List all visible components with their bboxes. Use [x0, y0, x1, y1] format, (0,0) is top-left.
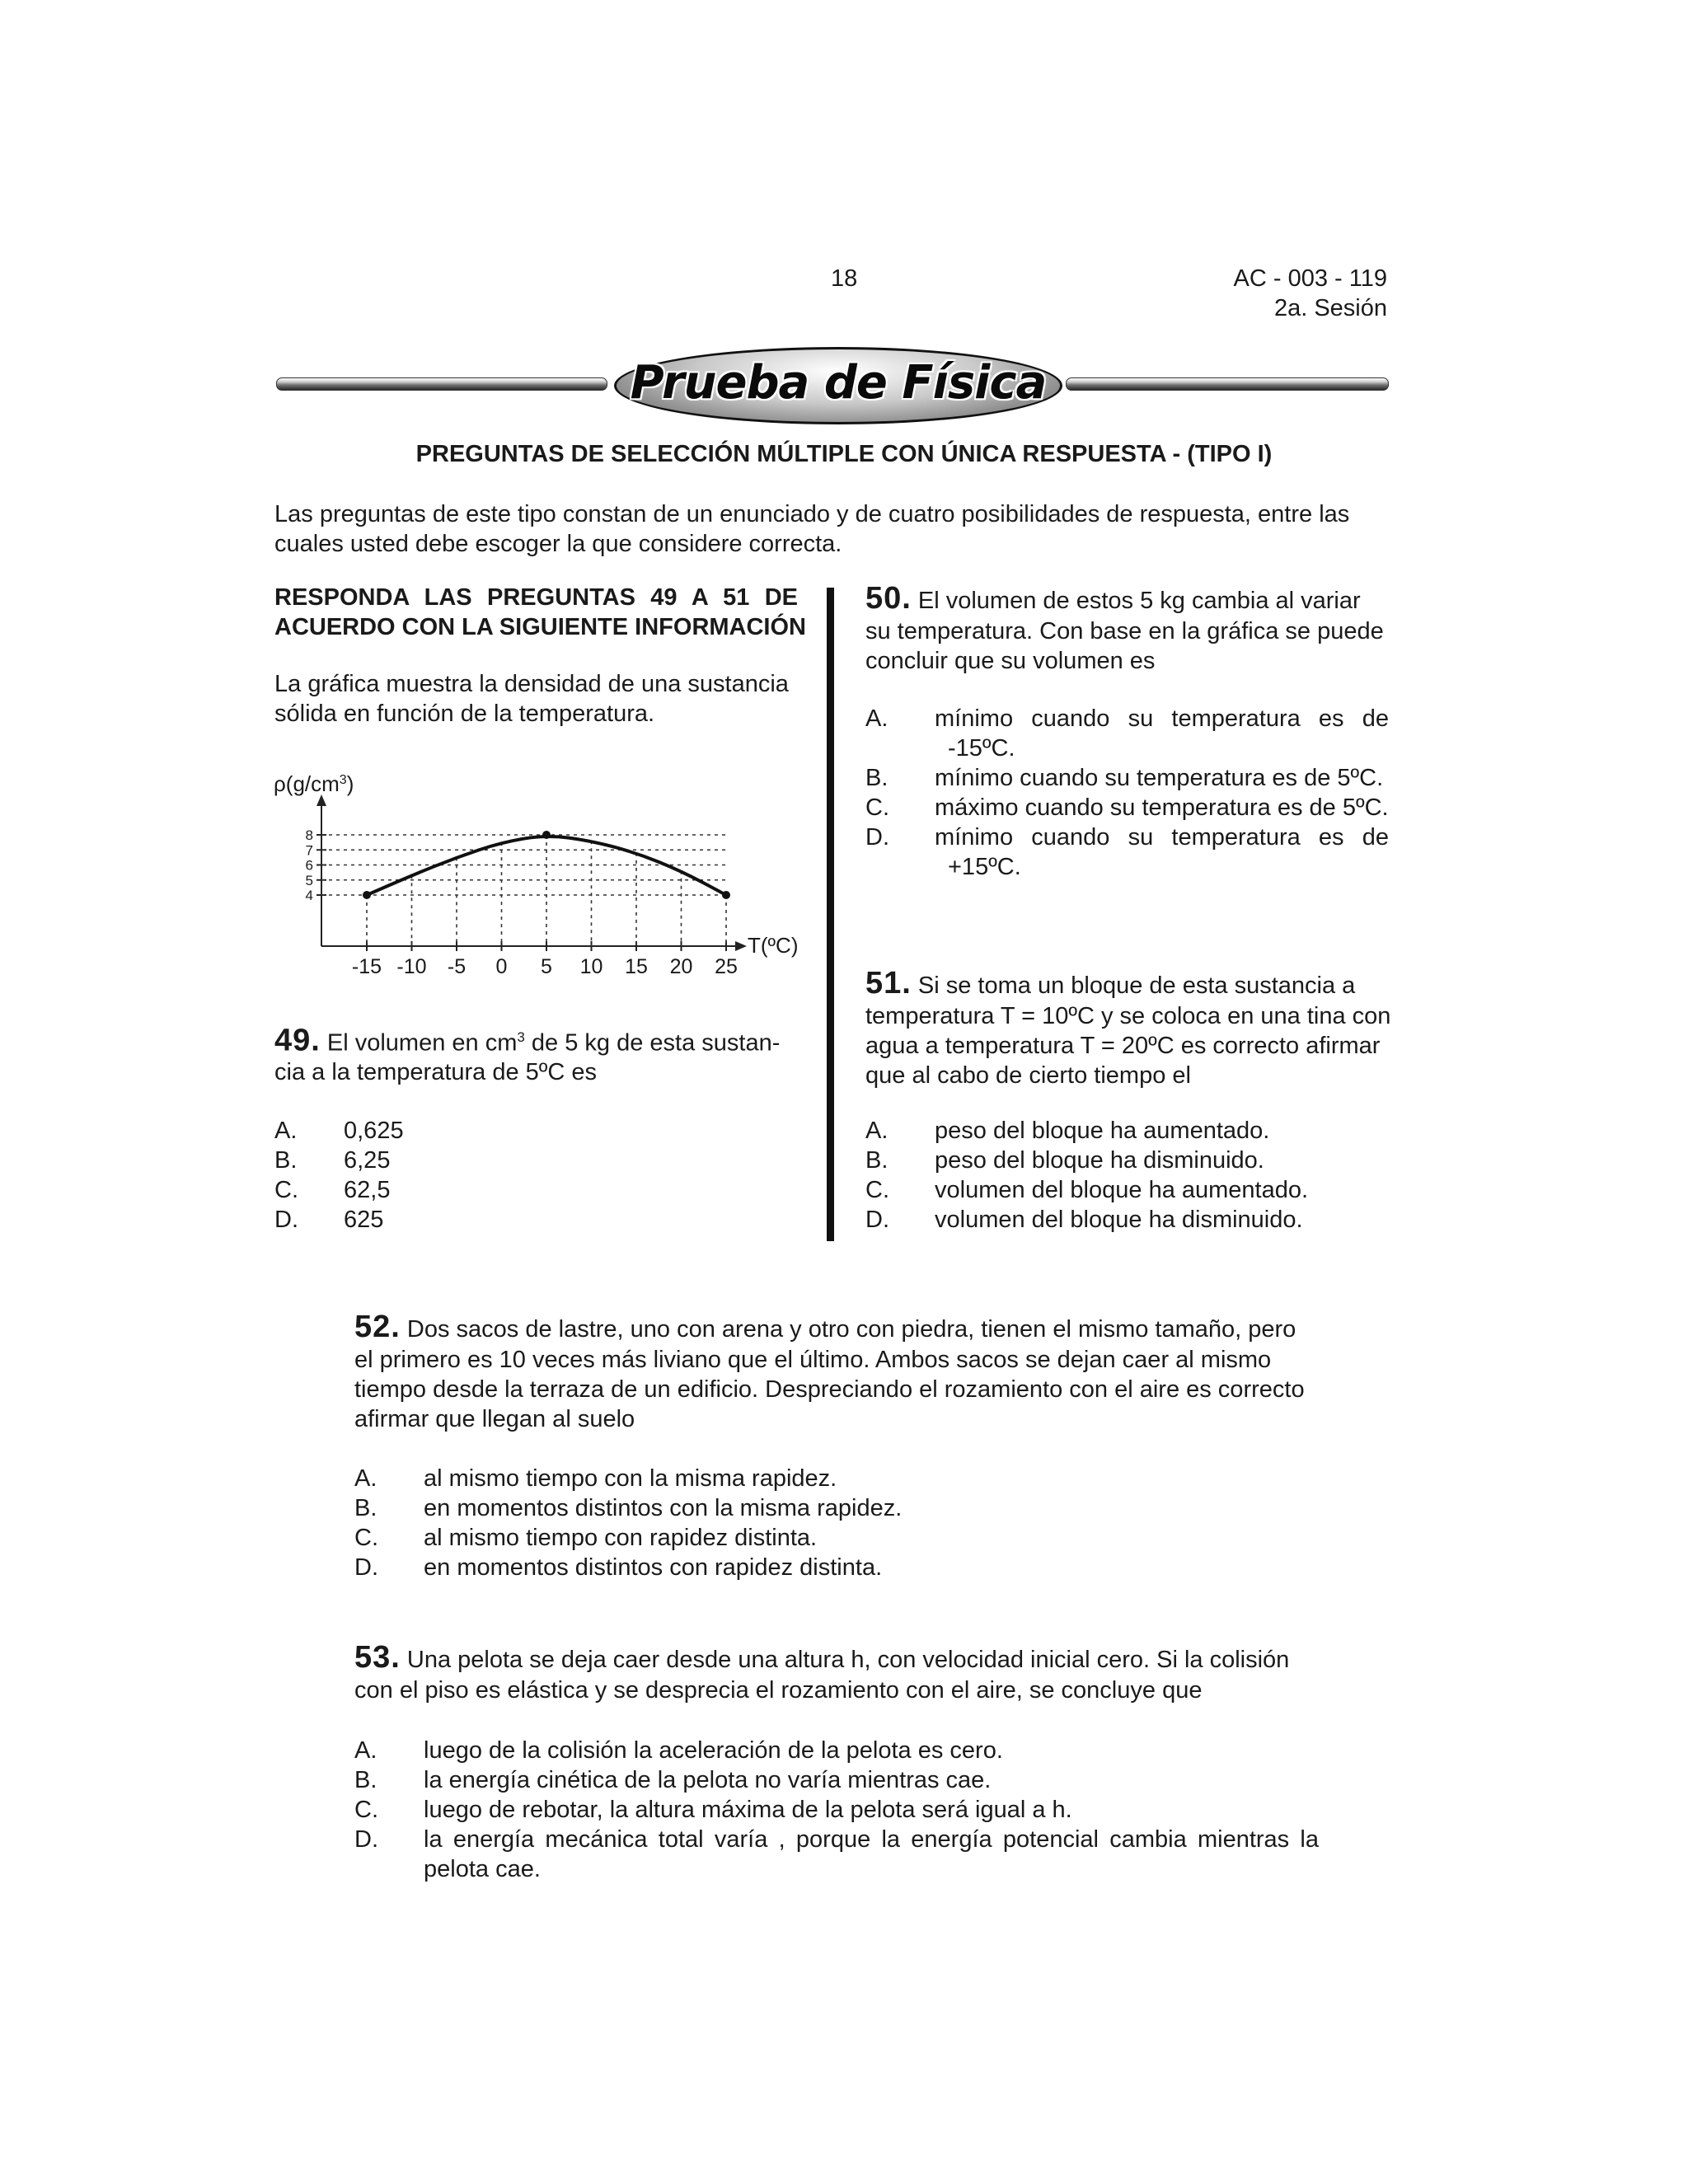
q51-option-b-text: peso del bloque ha disminuido.	[935, 1147, 1264, 1174]
question-49-text-a: El volumen en cm	[326, 1029, 518, 1057]
q52-option-a-text: al mismo tiempo con la misma rapidez.	[424, 1465, 837, 1492]
q51-option-a-letter: A.	[865, 1118, 889, 1144]
info-line-1: La gráfica muestra la densidad de una sustancia	[274, 671, 789, 697]
q50-option-d-cont: +15ºC.	[948, 854, 1021, 880]
q51-option-a-text: peso del bloque ha aumentado.	[935, 1118, 1270, 1144]
q50-option-b-text: mínimo cuando su temperatura es de 5ºC.	[935, 765, 1384, 791]
y-tick-label: 4	[305, 888, 313, 903]
q49-option-c-letter: C.	[274, 1177, 298, 1203]
question-53	[354, 1640, 1290, 1675]
q51-option-d-text: volumen del bloque ha disminuido.	[935, 1207, 1303, 1233]
q49-option-d-text: 625	[344, 1207, 384, 1233]
q50-option-c-letter: C.	[865, 794, 889, 821]
q53-option-b-letter: B.	[354, 1767, 377, 1793]
info-line-2: sólida en función de la temperatura.	[274, 701, 655, 727]
question-51-line-3: agua a temperatura T = 20ºC es correcto afirmar	[865, 1033, 1381, 1059]
banner-rule-right	[1066, 377, 1389, 391]
data-point	[363, 891, 371, 899]
q49-option-a-text: 0,625	[344, 1118, 404, 1144]
q49-option-b-text: 6,25	[344, 1147, 391, 1174]
q52-option-d-text: en momentos distintos con rapidez distinta.	[424, 1554, 883, 1581]
y-tick-label: 8	[305, 827, 313, 843]
y-tick-label: 6	[305, 857, 313, 874]
q49-option-a-letter: A.	[274, 1118, 298, 1144]
q50-option-b-letter: B.	[865, 765, 889, 791]
question-52-number: 52.	[354, 1310, 401, 1344]
column-divider	[827, 588, 834, 1241]
question-52	[354, 1312, 1296, 1344]
question-53-line-2: con el piso es elástica y se desprecia el rozamiento con el aire, se concluye que	[354, 1677, 1203, 1704]
question-51-number: 51.	[865, 966, 912, 1001]
question-50-number: 50.	[865, 581, 912, 616]
question-50-line-2: su temperatura. Con base en la gráfica se puede	[865, 618, 1384, 644]
q50-option-a-letter: A.	[865, 705, 889, 732]
q53-option-a-text: luego de la colisión la aceleración de la pelota es cero.	[424, 1737, 1003, 1764]
x-tick-label: 25	[715, 955, 738, 978]
q52-option-c-text: al mismo tiempo con rapidez distinta.	[424, 1525, 818, 1551]
x-tick-label: 5	[541, 955, 552, 978]
q52-option-d-letter: D.	[354, 1554, 378, 1581]
data-point	[542, 831, 551, 839]
q49-option-c-text: 62,5	[344, 1177, 391, 1203]
q52-option-a-letter: A.	[354, 1465, 377, 1492]
question-49-text-b: de 5 kg de esta sustan-	[524, 1029, 781, 1057]
banner-rule-left	[276, 377, 607, 391]
q50-option-a[interactable]	[865, 704, 1389, 763]
q53-option-d[interactable]	[354, 1825, 1319, 1884]
question-52-text-1: Dos sacos de lastre, uno con arena y otro con piedra, tienen el mismo tamaño, pero	[406, 1316, 1296, 1343]
q49-option-d-letter: D.	[274, 1207, 298, 1233]
question-52-line-3: tiempo desde la terraza de un edificio. Despreciando el rozamiento con el aire es correcto	[354, 1376, 1305, 1403]
q53-option-d-text: la energía mecánica total varía , porque la energía potencial cambia mientras la	[424, 1826, 1319, 1853]
question-49-number: 49.	[274, 1023, 321, 1058]
question-49-sup: 3	[517, 1029, 525, 1045]
q52-option-b-text: en momentos distintos con la misma rapidez.	[424, 1495, 903, 1521]
q53-option-c-letter: C.	[354, 1797, 378, 1823]
question-52-line-2: el primero es 10 veces más liviano que el último. Ambos sacos se dejan caer al mismo	[354, 1347, 1272, 1373]
q51-option-d-letter: D.	[865, 1207, 889, 1233]
x-tick-label: 0	[495, 955, 508, 978]
q53-option-d-cont: pelota cae.	[424, 1856, 541, 1882]
question-50	[865, 583, 1361, 616]
y-tick-label: 7	[305, 842, 313, 859]
q53-option-a-letter: A.	[354, 1737, 377, 1764]
question-49-line-2: cia a la temperatura de 5ºC es	[274, 1059, 598, 1085]
intro-line-1: Las preguntas de este tipo constan de un enunciado y de cuatro posibilidades de respuesta, entre las	[274, 501, 1350, 527]
question-52-line-4: afirmar que llegan al suelo	[354, 1406, 635, 1432]
x-axis-arrow	[735, 941, 747, 951]
x-tick-label: -5	[447, 955, 467, 978]
question-53-text-1: Una pelota se deja caer desde una altura h, con velocidad inicial cero. Si la colisión	[406, 1647, 1290, 1673]
question-51-text-1: Si se toma un bloque de esta sustancia a	[917, 972, 1356, 999]
q51-option-c-text: volumen del bloque ha aumentado.	[935, 1177, 1309, 1203]
q50-option-c-text: máximo cuando su temperatura es de 5ºC.	[935, 794, 1389, 821]
y-axis-label: $\rho(g/cm^3)$	[274, 771, 354, 796]
q52-option-b-letter: B.	[354, 1495, 377, 1521]
q50-option-a-text: mínimo cuando su temperatura es de	[935, 705, 1389, 732]
q51-option-c-letter: C.	[865, 1177, 889, 1203]
question-51	[865, 968, 1355, 1001]
banner-title: Prueba de Física	[630, 356, 1047, 410]
instruction-line-1: RESPONDA LAS PREGUNTAS 49 A 51 DE	[274, 584, 798, 611]
question-51-line-4: que al cabo de cierto tiempo el	[865, 1062, 1191, 1089]
page-number: 18	[831, 265, 858, 292]
q49-option-b-letter: B.	[274, 1147, 298, 1174]
intro-line-2: cuales usted debe escoger la que considere correcta.	[274, 531, 842, 557]
density-chart	[264, 766, 808, 989]
question-51-line-2: temperatura T = 10ºC y se coloca en una tina con	[865, 1003, 1391, 1029]
instruction-line-2: ACUERDO CON LA SIGUIENTE INFORMACIÓN	[274, 614, 806, 640]
x-axis-label: T(ºC)	[748, 933, 799, 958]
question-53-number: 53.	[354, 1640, 401, 1675]
question-50-text-1: El volumen de estos 5 kg cambia al variar	[917, 588, 1361, 614]
x-tick-label: 10	[579, 955, 603, 978]
q50-option-d[interactable]	[865, 823, 1389, 882]
q53-option-b-text: la energía cinética de la pelota no varía mientras cae.	[424, 1767, 992, 1793]
x-tick-label: 15	[625, 955, 648, 978]
q52-option-c-letter: C.	[354, 1525, 378, 1551]
q53-option-d-letter: D.	[354, 1826, 378, 1853]
y-axis-arrow	[316, 794, 326, 806]
x-tick-label: 20	[669, 955, 693, 978]
y-tick-label: 5	[305, 872, 313, 888]
section-title: PREGUNTAS DE SELECCIÓN MÚLTIPLE CON ÚNICA RESPUESTA - (TIPO I)	[415, 441, 1273, 467]
q53-option-c-text: luego de rebotar, la altura máxima de la pelota será igual a h.	[424, 1797, 1072, 1823]
q51-option-b-letter: B.	[865, 1147, 889, 1174]
x-tick-label: -10	[396, 955, 427, 978]
data-point	[722, 891, 730, 899]
question-50-line-3: concluir que su volumen es	[865, 648, 1156, 674]
exam-code: AC - 003 - 119	[1233, 265, 1387, 292]
session-label: 2a. Sesión	[1273, 295, 1387, 321]
q50-option-d-letter: D.	[865, 824, 889, 851]
q50-option-d-text: mínimo cuando su temperatura es de	[935, 824, 1389, 851]
question-49	[274, 1023, 780, 1058]
x-tick-label: -15	[351, 955, 382, 978]
q50-option-a-cont: -15ºC.	[948, 735, 1015, 762]
